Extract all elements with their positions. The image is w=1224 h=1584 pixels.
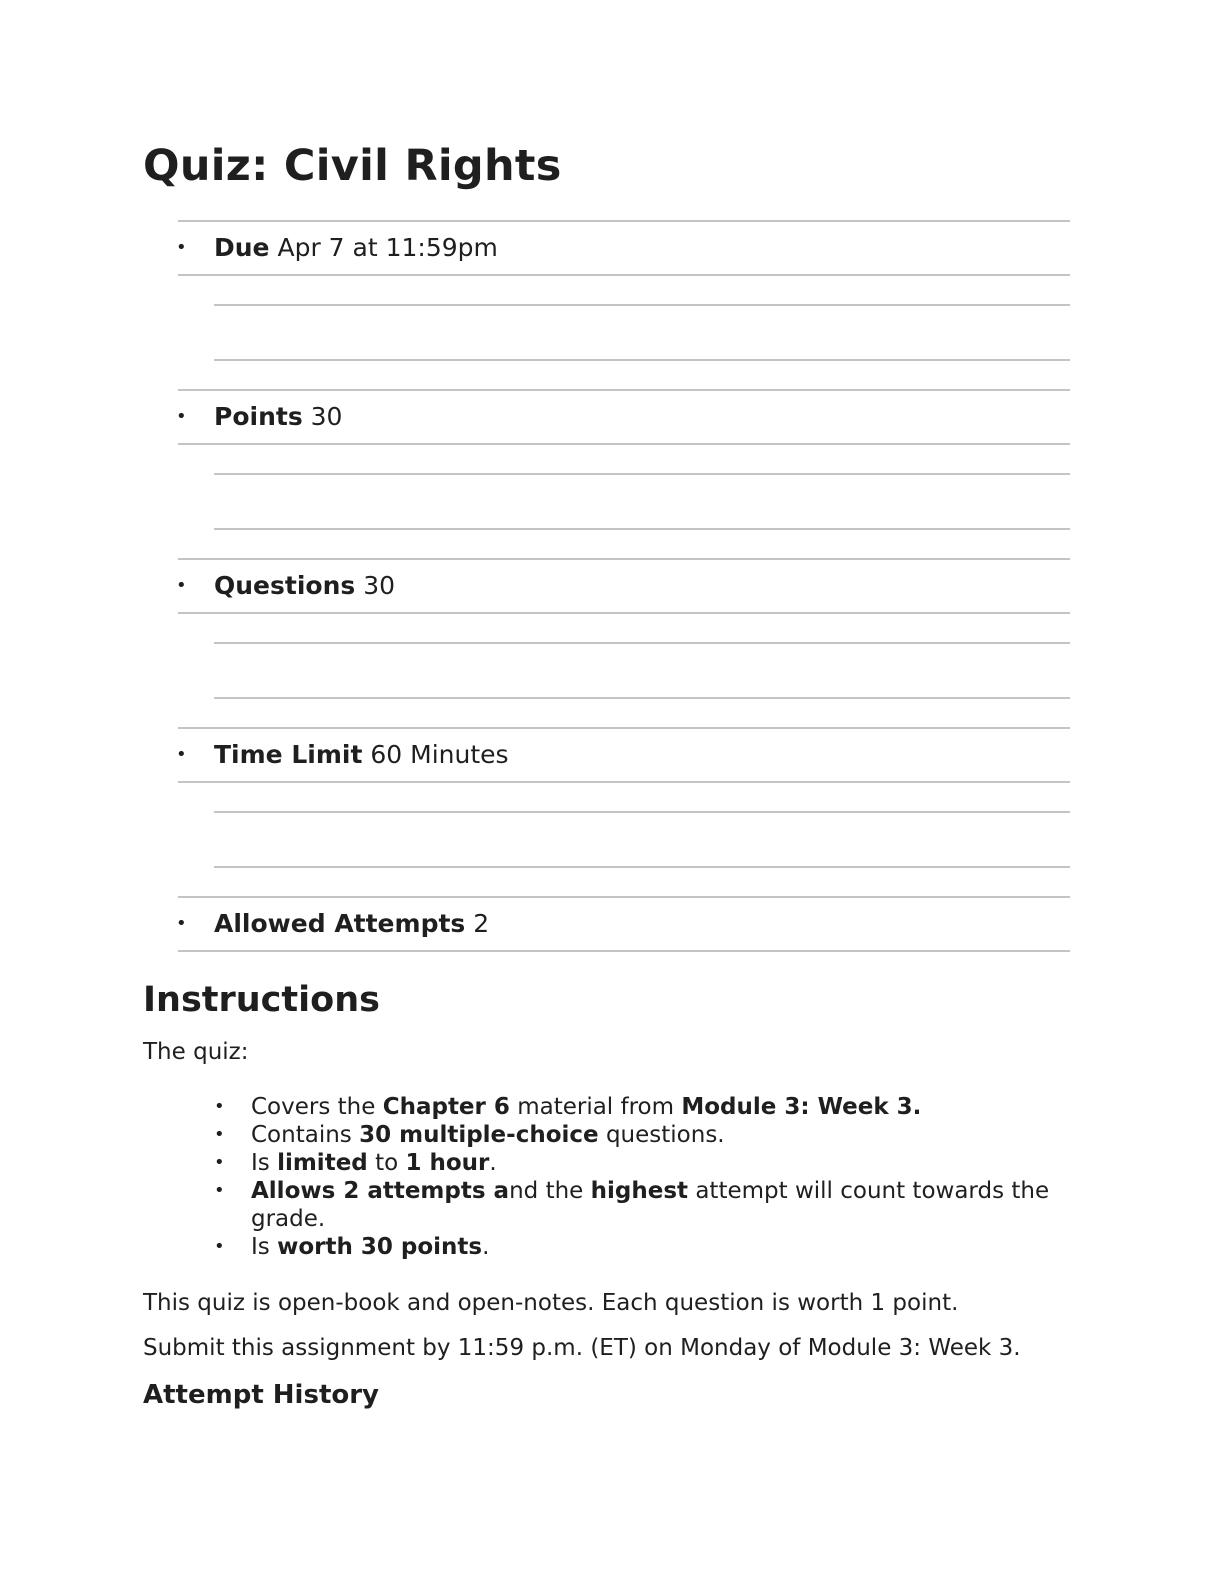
instructions-heading: Instructions	[143, 980, 380, 1020]
emphasis-text: Allows 2 attempts a	[251, 1178, 510, 1204]
detail-label: Allowed Attempts	[214, 909, 466, 938]
detail-label: Due	[214, 233, 270, 262]
body-text: questions.	[598, 1122, 725, 1148]
detail-points	[178, 389, 1070, 558]
quiz-details	[178, 220, 1070, 956]
detail-label: Time Limit	[214, 740, 363, 769]
instructions-list	[214, 1093, 1051, 1261]
bullet-icon: •	[214, 1152, 225, 1173]
detail-time-limit	[178, 727, 1070, 896]
body-text: Is	[251, 1150, 278, 1176]
detail-value: 60 Minutes	[370, 740, 509, 769]
emphasis-text: worth 30 points	[277, 1234, 483, 1260]
body-text: to	[367, 1150, 406, 1176]
body-text: nd the	[509, 1178, 591, 1204]
emphasis-text: limited	[277, 1150, 368, 1176]
divider	[178, 220, 1070, 222]
list-item	[214, 1233, 1051, 1261]
divider	[214, 473, 1070, 475]
body-text: .	[482, 1234, 490, 1260]
detail-label: Points	[214, 402, 303, 431]
bullet-icon: •	[214, 1096, 225, 1117]
body-text: Covers the	[251, 1094, 383, 1120]
emphasis-text: 1 hour	[405, 1150, 490, 1176]
divider	[178, 558, 1070, 560]
bullet-icon: •	[176, 913, 187, 934]
page-title: Quiz: Civil Rights	[143, 141, 562, 191]
detail-label: Questions	[214, 571, 356, 600]
detail-value: 30	[310, 402, 343, 431]
bullet-icon: •	[176, 237, 187, 258]
divider	[214, 811, 1070, 813]
bullet-icon: •	[214, 1180, 225, 1201]
bullet-icon: •	[214, 1236, 225, 1257]
detail-questions	[178, 558, 1070, 727]
divider	[178, 727, 1070, 729]
divider	[214, 642, 1070, 644]
submission-note: Submit this assignment by 11:59 p.m. (ET) on Monday of Module 3: Week 3.	[143, 1335, 1021, 1361]
detail-allowed-attempts	[178, 896, 1070, 956]
divider	[178, 274, 1070, 276]
emphasis-text: highest	[590, 1178, 689, 1204]
divider	[178, 896, 1070, 898]
divider	[178, 781, 1070, 783]
list-item	[214, 1121, 1051, 1149]
body-text: material from	[509, 1094, 682, 1120]
instructions-intro: The quiz:	[143, 1039, 249, 1065]
bullet-icon: •	[176, 406, 187, 427]
attempt-history-heading: Attempt History	[143, 1380, 380, 1410]
open-book-note: This quiz is open-book and open-notes. Each question is worth 1 point.	[143, 1290, 959, 1316]
detail-due	[178, 220, 1070, 389]
body-text: .	[489, 1150, 497, 1176]
bullet-icon: •	[214, 1124, 225, 1145]
detail-value: 30	[363, 571, 396, 600]
body-text: Contains	[251, 1122, 360, 1148]
emphasis-text: 30 multiple-choice	[359, 1122, 599, 1148]
bullet-icon: •	[176, 575, 187, 596]
divider	[214, 359, 1070, 361]
detail-value: Apr 7 at 11:59pm	[277, 233, 498, 262]
list-item	[214, 1149, 1051, 1177]
body-text: Is	[251, 1234, 278, 1260]
divider	[214, 697, 1070, 699]
list-item	[214, 1093, 1051, 1121]
body-text: attempt will count towards the grade.	[251, 1178, 1050, 1232]
divider	[214, 304, 1070, 306]
emphasis-text: Module 3: Week 3.	[681, 1094, 922, 1120]
divider	[178, 389, 1070, 391]
bullet-icon: •	[176, 744, 187, 765]
list-item	[214, 1177, 1051, 1233]
divider	[214, 866, 1070, 868]
emphasis-text: Chapter 6	[382, 1094, 510, 1120]
divider	[214, 528, 1070, 530]
detail-value: 2	[473, 909, 490, 938]
divider	[178, 443, 1070, 445]
divider	[178, 612, 1070, 614]
divider	[178, 950, 1070, 952]
